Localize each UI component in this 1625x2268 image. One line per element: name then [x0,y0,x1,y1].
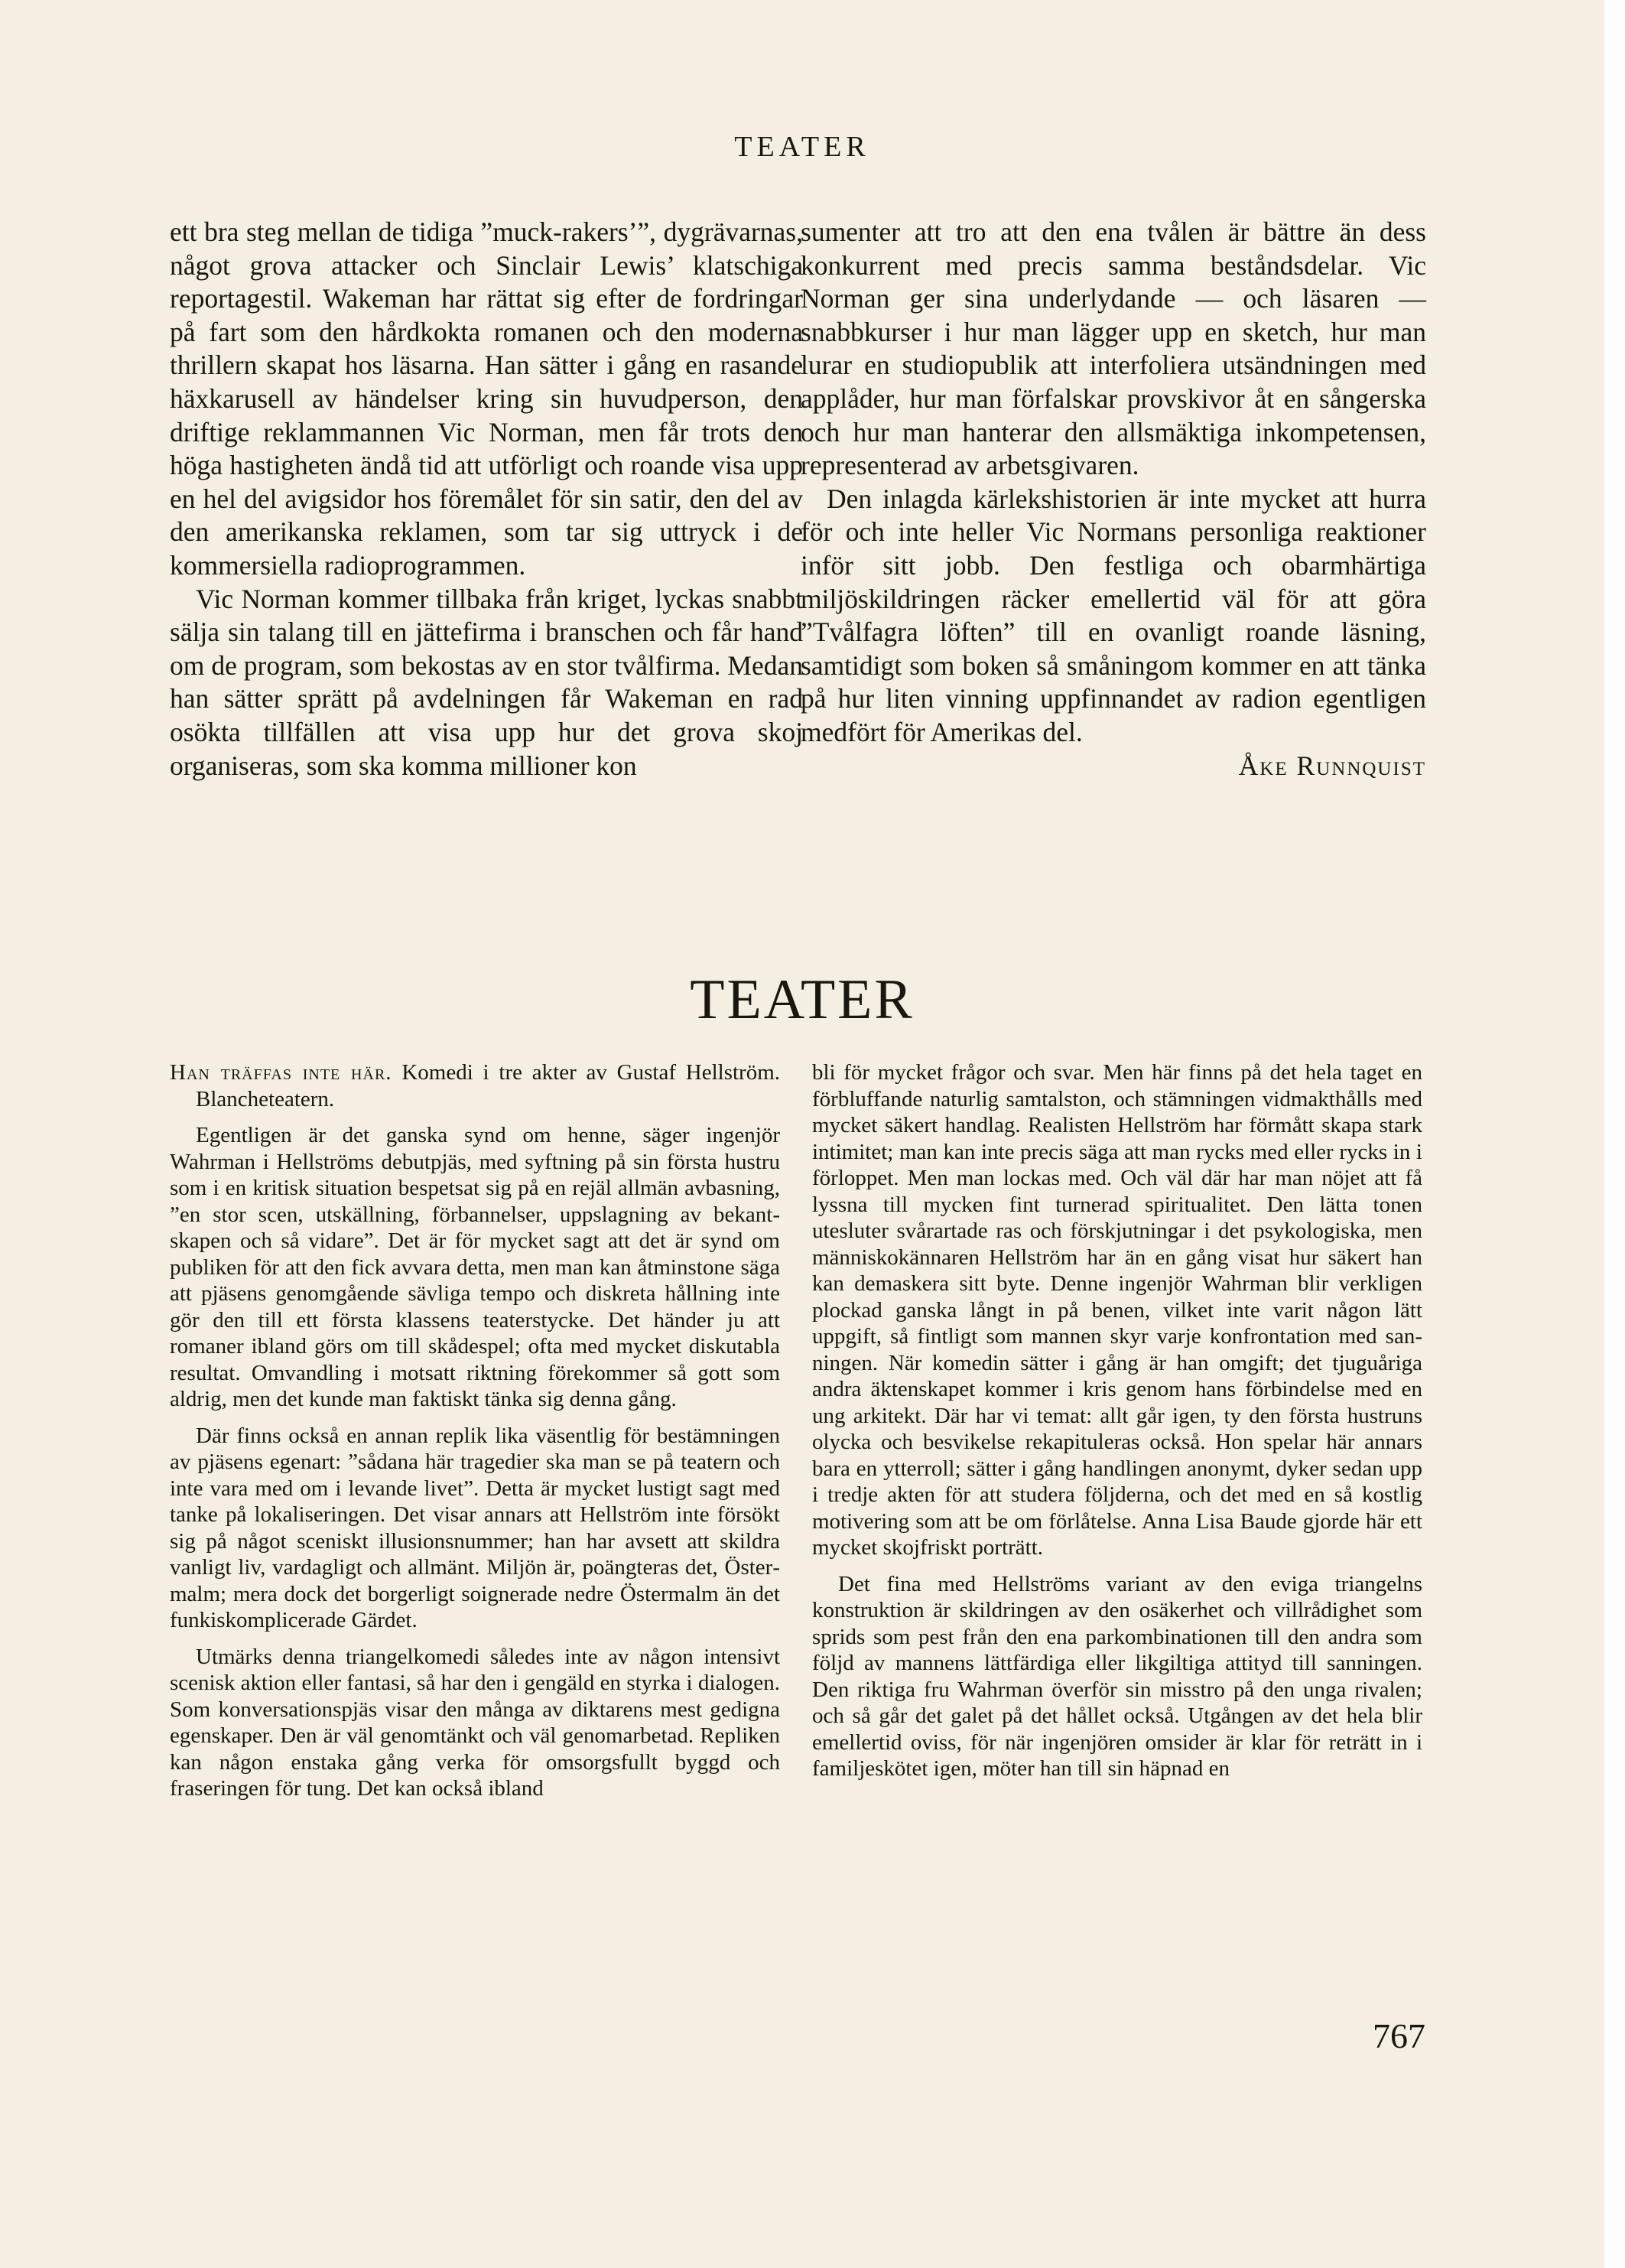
review-paragraph: ett bra steg mellan de tidiga ”muck-rakers’”, dygrävarnas, något grova attacker och Sinclair Lewis’ klatschiga reportagestil. Wakeman har rättat sig efter de fordringar på fart som den hårdkokta romanen och den moderna thrillern skapat hos läsarna. Han sätter i gång en rasande häxkarusell av händelser kring sin huvudperson, den driftige reklammannen Vic Norman, men får trots den höga hastigheten ändå tid att utförligt och roande visa upp en hel del avigsidor hos föremålet för sin satir, den del av den amerikanska reklamen, som tar sig uttryck i de kommersiella radioprogrammen. [170,216,803,581]
theater-paragraph: Det fina med Hellströms variant av den eviga triangelns konstruktion är skildringen av den osäkerhet och villrådighet som sprids som pest från den ena parkombinationen till den andra som följd av mannens lättfärdiga eller likgiltiga attityd till sanningen. Den riktiga fru Wahrman överför sin misstro på den unga rivalen; och så går det galet på det hållet också. Utgången av det hela blir emellertid oviss, för när ingenjören omsider är klar för reträtt in i familjeskötet igen, möter han till sin häpnad en [812,1571,1422,1781]
theater-right-column [812,1059,1422,1792]
play-header [170,1059,780,1112]
theater-paragraph: bli för mycket frågor och svar. Men här finns på det hela taget en förbluffande naturlig samtalston, och stämningen vidmakthålls med mycket säkert handlag. Realisten Hellström har förmått skapa stark intimitet; man kan inte precis säga att man rycks med eller rycks in i förloppet. Men man lockas med. Och väl där har man nöjet att få lyssna till mycken fint turnerad spiritualitet. Den lätta tonen utesluter svårartade ras och förskjutningar i det psykologiska, men människokännaren Hellström har än en gång visat hur säkert han kan demaskera sitt byte. Denne ingenjör Wahrman blir verkligen plockad ganska långt in på benen, vilket inte varit någon lätt uppgift, så fintligt som mannen skyr varje konfrontation med sanningen. När komedin sätter i gång är han omgift; det tjuguåriga andra äktenskapet kommer i kris genom hans förbindelse med en ung arkitekt. Där har vi temat: allt går igen, ty den första hustruns olycka och besvikelse rekapituleras också. Hon spelar här annars bara en ytterroll; sätter i gång handlingen anonymt, dyker sedan upp i tredje akten för att studera följderna, och det med en så kostlig motivering som att be om förlåtelse. Anna Lisa Baude gjorde här ett mycket skojfriskt porträtt. [812,1060,1422,1560]
author-signature: Åke Runnquist [1238,750,1426,781]
theater-left-column [170,1059,780,1812]
theater-paragraph: Utmärks denna triangelkomedi således inte av någon intensivt scenisk aktion eller fantasi, så har den i gengäld en styrka i dialogen. Som konversationspjäs visar den många av diktarens mest gedigna egenskaper. Den är väl genomtänkt och väl genomarbetad. Repliken kan någon enstaka gång verka för omsorgsfullt byggd och fraseringen för tung. Det kan också ibland [170,1644,780,1801]
theater-paragraph: Egentligen är det ganska synd om henne, säger ingenjör Wahrman i Hellströms debutpjäs, med syftning på sin första hustru som i en kritisk situation bespetsat sig på en rejäl allmän avbasning, ”en stor scen, utskällning, förbannelser, uppslagning av bekantskapen och så vidare”. Det är för mycket sagt att det är synd om publiken för att den fick avvara detta, men man kan åtminstone säga att pjäsens genomgående sävliga tempo och diskreta hållning inte gör den till ett första klassens teaterstycke. Det händer ju att romaner ibland görs om till skådespel; ofta med mycket diskutabla resultat. Omvandling i motsatt riktning förekommer så gott som aldrig, men det kunde man faktiskt tänka sig denna gång. [170,1123,780,1411]
running-head: TEATER [734,131,870,163]
review-right-column [801,216,1426,783]
review-paragraph: Den inlagda kärlekshistorien är inte mycket att hurra för och inte heller Vic Normans personliga reaktioner inför sitt jobb. Den festliga och obarmhärtiga miljöskildringen räcker emellertid väl för att göra ”Tvålfagra löften” till en ovanligt roande läsning, samtidigt som boken så småningom kommer en att tänka på hur liten vinning uppfinnandet av radion egentligen medfört för Amerikas del. [801,483,1426,747]
section-title: TEATER [690,968,915,1031]
review-left-column [170,216,803,783]
review-paragraph: Vic Norman kommer tillbaka från kriget, lyckas snabbt sälja sin talang till en jättefirma i branschen och får hand om de program, som bekostas av en stor tvålfirma. Medan han sätter sprätt på avdelningen får Wakeman en rad osökta tillfällen att visa upp hur det grova skoj organiseras, som ska komma millioner kon [170,583,803,781]
theater-paragraph: Där finns också en annan replik lika väsentlig för bestämningen av pjäsens egenart: ”sådana här tragedier ska man se på teatern och inte vara med om i levande livet”. Detta är mycket lustigt sagt med tanke på lokaliseringen. Det visar annars att Hellström inte försökt sig på något sceniskt illusionsnummer; han har avsett att skildra vanligt liv, vardagligt och allmänt. Miljön är, poängteras det, Östermalm; mera dock det borgerligt soignerade nedre Östermalm än det funkiskomplicerade Gärdet. [170,1423,780,1632]
play-title: Han träffas inte här. [170,1060,392,1085]
page-edge [1604,0,1625,2268]
page-number: 767 [1373,2016,1425,2055]
play-info: Komedi i tre akter av Gustaf Hellström. Blancheteatern. [196,1060,781,1111]
review-paragraph: sumenter att tro att den ena tvålen är bättre än dess konkurrent med precis samma beståndsdelar. Vic Norman ger sina underlydande — och läsaren — snabbkurser i hur man lägger upp en sketch, hur man lurar en studiopublik att interfoliera utsändningen med applåder, hur man förfalskar provskivor åt en sångerska och hur man hanterar den allsmäktiga inkompetensen, representerad av arbetsgivaren. [801,216,1426,481]
